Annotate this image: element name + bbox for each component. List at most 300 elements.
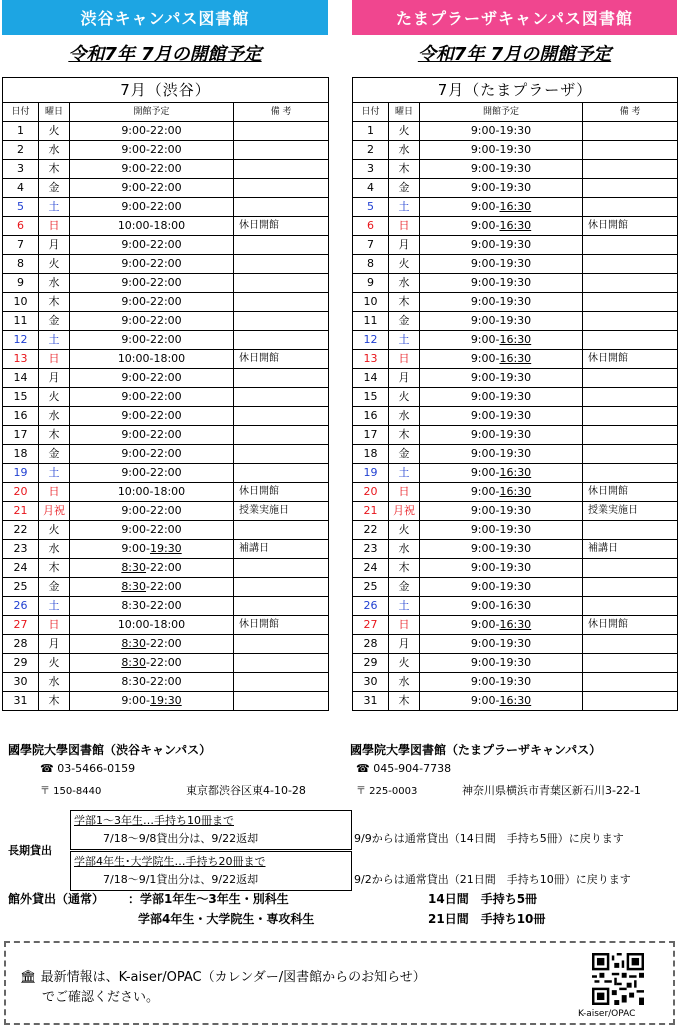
- weekday-cell: 木: [39, 692, 70, 711]
- hours-cell: 9:00-19:30: [420, 578, 583, 597]
- date-cell: 14: [353, 369, 389, 388]
- table-row: [3, 445, 329, 464]
- weekday-cell: 水: [39, 673, 70, 692]
- weekday-cell: 土: [39, 198, 70, 217]
- hours-cell: 9:00-16:30: [420, 350, 583, 369]
- notes-cell: [234, 141, 329, 160]
- date-cell: 16: [353, 407, 389, 426]
- qr-caption: K-aiser/OPAC: [578, 1009, 636, 1019]
- weekday-cell: 金: [389, 445, 420, 464]
- tama-schedule-table: [352, 77, 678, 711]
- notes-cell: [583, 331, 678, 350]
- hours-cell: 9:00-22:00: [70, 312, 234, 331]
- hours-cell: 8:30-22:00: [70, 578, 234, 597]
- hours-cell: 9:00-22:00: [70, 236, 234, 255]
- table-row: [353, 597, 678, 616]
- notes-cell: [234, 521, 329, 540]
- tama-tel: [356, 762, 451, 775]
- hours-cell: 9:00-22:00: [70, 255, 234, 274]
- weekday-cell: 月: [39, 369, 70, 388]
- hours-cell: 8:30-22:00: [70, 559, 234, 578]
- table-row: [3, 160, 329, 179]
- date-cell: 29: [3, 654, 39, 673]
- normal-loan-row2-terms: 21日間 手持ち10冊: [428, 912, 546, 926]
- weekday-cell: 木: [389, 293, 420, 312]
- shibuya-tel-number: 03-5466-0159: [57, 762, 136, 775]
- notes-cell: [234, 388, 329, 407]
- tama-subtitle: 令和7年 7月の開館予定: [417, 44, 612, 65]
- date-cell: 3: [353, 160, 389, 179]
- weekday-cell: 月: [39, 635, 70, 654]
- notes-cell: 休日開館: [234, 483, 329, 502]
- info-line1-text: 最新情報は、K-aiser/OPAC（カレンダー/図書館からのお知らせ）: [40, 970, 426, 985]
- hours-cell: 9:00-22:00: [70, 293, 234, 312]
- tama-calendar-title: 7月（たまプラーザ）: [353, 78, 678, 103]
- notes-cell: [234, 635, 329, 654]
- hours-cell: 9:00-16:30: [420, 692, 583, 711]
- date-cell: 4: [3, 179, 39, 198]
- notes-cell: [234, 673, 329, 692]
- notes-cell: 休日開館: [583, 483, 678, 502]
- hours-cell: 10:00-18:00: [70, 217, 234, 236]
- notes-cell: 休日開館: [583, 616, 678, 635]
- shibuya-tel: [40, 762, 135, 775]
- notes-cell: 授業実施日: [234, 502, 329, 521]
- weekday-cell: 金: [389, 312, 420, 331]
- hours-cell: 9:00-22:00: [70, 198, 234, 217]
- notes-cell: [234, 464, 329, 483]
- hours-cell: 9:00-22:00: [70, 179, 234, 198]
- col-hours: 開館予定: [70, 103, 234, 122]
- hours-cell: 9:00-22:00: [70, 122, 234, 141]
- hours-cell: 9:00-19:30: [420, 407, 583, 426]
- hours-cell: 9:00-16:30: [420, 198, 583, 217]
- hours-cell: 9:00-22:00: [70, 331, 234, 350]
- notes-cell: 休日開館: [234, 616, 329, 635]
- notes-cell: 休日開館: [234, 217, 329, 236]
- hours-cell: 10:00-18:00: [70, 350, 234, 369]
- hours-cell: 9:00-19:30: [420, 312, 583, 331]
- weekday-cell: 木: [389, 160, 420, 179]
- notes-cell: [583, 198, 678, 217]
- col-notes: 備 考: [583, 103, 678, 122]
- date-cell: 12: [353, 331, 389, 350]
- date-cell: 19: [353, 464, 389, 483]
- date-cell: 2: [353, 141, 389, 160]
- hours-cell: 9:00-19:30: [420, 274, 583, 293]
- weekday-cell: 月: [389, 369, 420, 388]
- table-row: [353, 331, 678, 350]
- table-row: [3, 350, 329, 369]
- notes-cell: [234, 407, 329, 426]
- shibuya-address: 東京都渋谷区東4-10-28: [186, 784, 306, 797]
- notes-cell: [583, 141, 678, 160]
- table-row: [3, 464, 329, 483]
- weekday-cell: 木: [39, 559, 70, 578]
- table-row: [3, 578, 329, 597]
- hours-cell: 9:00-19:30: [420, 369, 583, 388]
- table-row: [3, 635, 329, 654]
- weekday-cell: 水: [39, 141, 70, 160]
- normal-loan-label: 館外貸出（通常）: [8, 892, 105, 906]
- table-row: [3, 540, 329, 559]
- shibuya-header: 渋谷キャンパス図書館: [2, 0, 328, 35]
- date-cell: 5: [353, 198, 389, 217]
- date-cell: 23: [3, 540, 39, 559]
- hours-cell: 9:00-22:00: [70, 445, 234, 464]
- notes-cell: [234, 654, 329, 673]
- table-row: [3, 331, 329, 350]
- weekday-cell: 火: [389, 521, 420, 540]
- hours-cell: 10:00-18:00: [70, 616, 234, 635]
- notes-cell: [583, 635, 678, 654]
- table-row: [353, 236, 678, 255]
- table-row: [3, 654, 329, 673]
- notes-cell: [234, 160, 329, 179]
- notes-cell: [234, 578, 329, 597]
- date-cell: 20: [3, 483, 39, 502]
- weekday-cell: 木: [389, 692, 420, 711]
- long-loan-2-after: 9/2からは通常貸出（21日間 手持ち10冊）に戻ります: [354, 873, 631, 886]
- weekday-cell: 火: [39, 255, 70, 274]
- table-row: [353, 293, 678, 312]
- date-cell: 26: [3, 597, 39, 616]
- table-row: [353, 274, 678, 293]
- hours-cell: 9:00-22:00: [70, 464, 234, 483]
- hours-cell: 9:00-16:30: [420, 616, 583, 635]
- hours-cell: 9:00-22:00: [70, 141, 234, 160]
- notes-cell: [583, 597, 678, 616]
- date-cell: 26: [353, 597, 389, 616]
- weekday-cell: 火: [389, 255, 420, 274]
- date-cell: 7: [353, 236, 389, 255]
- notes-cell: [583, 179, 678, 198]
- notes-cell: [234, 236, 329, 255]
- date-cell: 12: [3, 331, 39, 350]
- shibuya-calendar-title: 7月（渋谷）: [3, 78, 329, 103]
- date-cell: 13: [353, 350, 389, 369]
- notes-cell: [583, 293, 678, 312]
- notes-cell: [234, 255, 329, 274]
- weekday-cell: 日: [389, 483, 420, 502]
- table-row: [3, 274, 329, 293]
- date-cell: 22: [353, 521, 389, 540]
- hours-cell: 8:30-22:00: [70, 635, 234, 654]
- hours-cell: 9:00-16:30: [420, 217, 583, 236]
- date-cell: 10: [353, 293, 389, 312]
- notes-cell: 休日開館: [234, 350, 329, 369]
- notes-cell: [234, 426, 329, 445]
- hours-cell: 9:00-19:30: [420, 426, 583, 445]
- notes-cell: [583, 426, 678, 445]
- table-row: [3, 122, 329, 141]
- normal-loan-row1-who: ：学部1年生～3年生・別科生: [128, 892, 289, 906]
- date-cell: 31: [353, 692, 389, 711]
- table-row: [353, 369, 678, 388]
- table-row: [353, 198, 678, 217]
- notes-cell: [234, 369, 329, 388]
- weekday-cell: 火: [39, 122, 70, 141]
- hours-cell: 9:00-16:30: [420, 464, 583, 483]
- weekday-cell: 日: [39, 217, 70, 236]
- table-row: [353, 559, 678, 578]
- hours-cell: 9:00-22:00: [70, 426, 234, 445]
- weekday-cell: 木: [39, 426, 70, 445]
- weekday-cell: 火: [389, 388, 420, 407]
- notes-cell: [583, 673, 678, 692]
- notes-cell: [583, 122, 678, 141]
- date-cell: 15: [353, 388, 389, 407]
- table-row: [3, 597, 329, 616]
- date-cell: 31: [3, 692, 39, 711]
- table-row: [353, 540, 678, 559]
- hours-cell: 9:00-22:00: [70, 160, 234, 179]
- date-cell: 18: [3, 445, 39, 464]
- table-row: [353, 616, 678, 635]
- notes-cell: [583, 160, 678, 179]
- table-row: [353, 445, 678, 464]
- phone-icon: ☎: [356, 762, 370, 775]
- hours-cell: 9:00-22:00: [70, 521, 234, 540]
- notes-cell: [583, 692, 678, 711]
- building-icon: 🏛: [20, 970, 37, 985]
- notes-cell: [583, 369, 678, 388]
- table-row: [353, 407, 678, 426]
- weekday-cell: 木: [389, 426, 420, 445]
- hours-cell: 8:30-22:00: [70, 673, 234, 692]
- date-cell: 2: [3, 141, 39, 160]
- weekday-cell: 日: [389, 616, 420, 635]
- date-cell: 6: [353, 217, 389, 236]
- qr-code-icon[interactable]: [592, 953, 644, 1005]
- notes-cell: 補講日: [583, 540, 678, 559]
- table-row: [353, 255, 678, 274]
- table-row: [3, 407, 329, 426]
- hours-cell: 9:00-22:00: [70, 274, 234, 293]
- date-cell: 1: [353, 122, 389, 141]
- hours-cell: 9:00-16:30: [420, 483, 583, 502]
- date-cell: 28: [353, 635, 389, 654]
- normal-loan-row2-who: 学部4年生・大学院生・専攻科生: [138, 912, 315, 926]
- long-loan-label: 長期貸出: [8, 844, 52, 857]
- table-row: [353, 464, 678, 483]
- phone-icon: ☎: [40, 762, 54, 775]
- weekday-cell: 火: [39, 521, 70, 540]
- tama-address: 神奈川県横浜市青葉区新石川3-22-1: [462, 784, 641, 797]
- weekday-cell: 火: [39, 654, 70, 673]
- weekday-cell: 火: [389, 122, 420, 141]
- notes-cell: [583, 255, 678, 274]
- hours-cell: 8:30-22:00: [70, 654, 234, 673]
- date-cell: 27: [3, 616, 39, 635]
- date-cell: 11: [353, 312, 389, 331]
- date-cell: 8: [3, 255, 39, 274]
- table-row: [3, 293, 329, 312]
- weekday-cell: 水: [389, 673, 420, 692]
- weekday-cell: 日: [39, 616, 70, 635]
- hours-cell: 9:00-19:30: [420, 388, 583, 407]
- weekday-cell: 金: [39, 312, 70, 331]
- table-row: [3, 179, 329, 198]
- hours-cell: 9:00-16:30: [420, 597, 583, 616]
- hours-cell: 9:00-16:30: [420, 331, 583, 350]
- col-date: 日付: [353, 103, 389, 122]
- notes-cell: [583, 521, 678, 540]
- table-row: [3, 502, 329, 521]
- normal-loan-row1-terms: 14日間 手持ち5冊: [428, 892, 538, 906]
- date-cell: 30: [3, 673, 39, 692]
- table-row: [3, 388, 329, 407]
- date-cell: 24: [3, 559, 39, 578]
- weekday-cell: 日: [39, 483, 70, 502]
- weekday-cell: 日: [39, 350, 70, 369]
- date-cell: 4: [353, 179, 389, 198]
- table-row: [3, 198, 329, 217]
- weekday-cell: 日: [389, 350, 420, 369]
- date-cell: 1: [3, 122, 39, 141]
- table-row: [353, 502, 678, 521]
- long-loan-1-line1: 学部1～3年生…手持ち10冊まで: [74, 814, 234, 827]
- weekday-cell: 土: [389, 464, 420, 483]
- table-row: [353, 654, 678, 673]
- notes-cell: [234, 198, 329, 217]
- weekday-cell: 土: [389, 331, 420, 350]
- date-cell: 18: [353, 445, 389, 464]
- date-cell: 8: [353, 255, 389, 274]
- date-cell: 11: [3, 312, 39, 331]
- weekday-cell: 金: [389, 179, 420, 198]
- table-row: [353, 217, 678, 236]
- notes-cell: [234, 312, 329, 331]
- table-row: [353, 692, 678, 711]
- hours-cell: 9:00-19:30: [420, 445, 583, 464]
- table-row: [3, 673, 329, 692]
- table-row: [3, 312, 329, 331]
- notes-cell: [234, 445, 329, 464]
- weekday-cell: 水: [39, 540, 70, 559]
- table-row: [3, 369, 329, 388]
- hours-cell: 9:00-19:30: [420, 236, 583, 255]
- col-hours: 開館予定: [420, 103, 583, 122]
- notes-cell: [583, 445, 678, 464]
- shibuya-zip: 〒 150-8440: [40, 786, 102, 797]
- notes-cell: [234, 122, 329, 141]
- table-row: [3, 426, 329, 445]
- col-weekday: 曜日: [39, 103, 70, 122]
- weekday-cell: 水: [39, 407, 70, 426]
- table-row: [3, 236, 329, 255]
- long-loan-2-line2: 7/18～9/1貸出分は、9/22返却: [103, 873, 259, 886]
- table-row: [3, 217, 329, 236]
- weekday-cell: 木: [39, 160, 70, 179]
- date-cell: 7: [3, 236, 39, 255]
- hours-cell: 9:00-19:30: [420, 635, 583, 654]
- weekday-cell: 木: [39, 293, 70, 312]
- shibuya-schedule-table: [2, 77, 329, 711]
- hours-cell: 8:30-22:00: [70, 597, 234, 616]
- notes-cell: [234, 293, 329, 312]
- notes-cell: [583, 464, 678, 483]
- weekday-cell: 土: [39, 464, 70, 483]
- weekday-cell: 月: [39, 236, 70, 255]
- table-row: [353, 160, 678, 179]
- weekday-cell: 土: [389, 198, 420, 217]
- notes-cell: [583, 407, 678, 426]
- notes-cell: 授業実施日: [583, 502, 678, 521]
- date-cell: 13: [3, 350, 39, 369]
- notes-cell: [583, 654, 678, 673]
- date-cell: 25: [353, 578, 389, 597]
- info-line1: [20, 966, 426, 985]
- col-notes: 備 考: [234, 103, 329, 122]
- weekday-cell: 日: [389, 217, 420, 236]
- hours-cell: 9:00-19:30: [420, 122, 583, 141]
- notes-cell: 休日開館: [583, 350, 678, 369]
- info-line2: でご確認ください。: [42, 990, 160, 1005]
- notes-cell: 補講日: [234, 540, 329, 559]
- weekday-cell: 月祝: [39, 502, 70, 521]
- date-cell: 14: [3, 369, 39, 388]
- shibuya-subtitle: 令和7年 7月の開館予定: [68, 44, 262, 65]
- table-row: [353, 635, 678, 654]
- table-row: [3, 255, 329, 274]
- hours-cell: 9:00-19:30: [420, 141, 583, 160]
- weekday-cell: 火: [389, 654, 420, 673]
- date-cell: 16: [3, 407, 39, 426]
- notes-cell: [583, 578, 678, 597]
- date-cell: 25: [3, 578, 39, 597]
- hours-cell: 9:00-19:30: [420, 673, 583, 692]
- weekday-cell: 水: [389, 540, 420, 559]
- date-cell: 19: [3, 464, 39, 483]
- date-cell: 5: [3, 198, 39, 217]
- notes-cell: [234, 274, 329, 293]
- hours-cell: 9:00-22:00: [70, 407, 234, 426]
- hours-cell: 9:00-19:30: [420, 540, 583, 559]
- tama-header: たまプラーザキャンパス図書館: [352, 0, 677, 35]
- hours-cell: 10:00-18:00: [70, 483, 234, 502]
- date-cell: 29: [353, 654, 389, 673]
- weekday-cell: 土: [39, 331, 70, 350]
- table-row: [353, 521, 678, 540]
- hours-cell: 9:00-19:30: [420, 160, 583, 179]
- weekday-cell: 水: [39, 274, 70, 293]
- date-cell: 22: [3, 521, 39, 540]
- weekday-cell: 金: [39, 179, 70, 198]
- hours-cell: 9:00-19:30: [420, 255, 583, 274]
- col-date: 日付: [3, 103, 39, 122]
- hours-cell: 9:00-19:30: [420, 179, 583, 198]
- hours-cell: 9:00-22:00: [70, 388, 234, 407]
- date-cell: 9: [353, 274, 389, 293]
- notes-cell: [583, 388, 678, 407]
- notes-cell: [234, 559, 329, 578]
- date-cell: 24: [353, 559, 389, 578]
- notes-cell: [234, 179, 329, 198]
- date-cell: 23: [353, 540, 389, 559]
- notes-cell: [234, 692, 329, 711]
- hours-cell: 9:00-19:30: [420, 559, 583, 578]
- weekday-cell: 火: [39, 388, 70, 407]
- table-row: [353, 350, 678, 369]
- notes-cell: 休日開館: [583, 217, 678, 236]
- weekday-cell: 月: [389, 635, 420, 654]
- table-row: [353, 673, 678, 692]
- hours-cell: 9:00-22:00: [70, 502, 234, 521]
- date-cell: 21: [353, 502, 389, 521]
- hours-cell: 9:00-19:30: [70, 692, 234, 711]
- table-row: [3, 483, 329, 502]
